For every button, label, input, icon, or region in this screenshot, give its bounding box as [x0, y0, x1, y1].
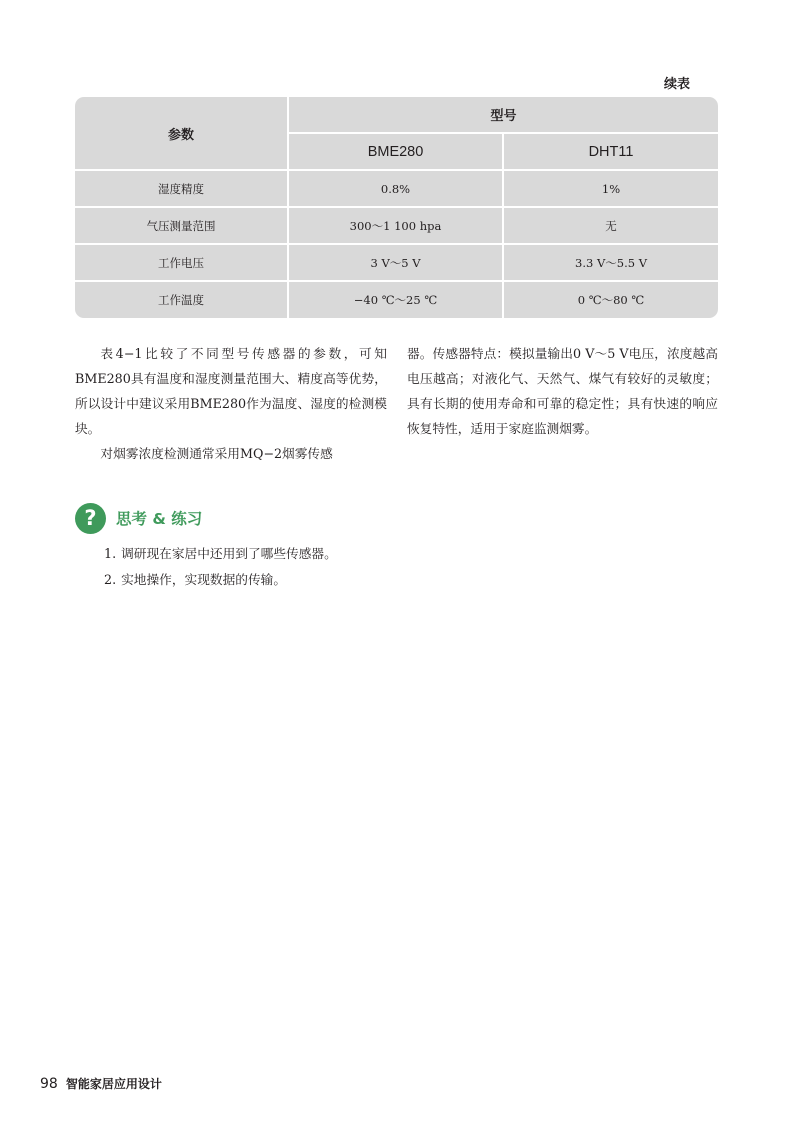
page-number: 98: [40, 1076, 58, 1092]
list-item: [104, 567, 337, 593]
body-text-right-column: [407, 341, 718, 441]
body-paragraph: 器。传感器特点：模拟量输出0 V～5 V电压，浓度越高电压越高；对液化气、天然气、煤气有较好的灵敏度；具有长期的使用寿命和可靠的稳定性；具有快速的响应恢复特性，适用于家庭监测烟雾。: [407, 346, 718, 436]
table-cell: 3 V～5 V: [288, 244, 503, 281]
row-param-label: 工作温度: [75, 281, 288, 318]
think-exercise-header: [75, 502, 202, 534]
page-footer: [40, 1075, 162, 1092]
table-cell: 0.8%: [288, 170, 503, 207]
table-cell: 0 ℃～80 ℃: [503, 281, 718, 318]
body-paragraph: 表4−1比较了不同型号传感器的参数，可知BME280具有温度和湿度测量范围大、精度高等优势，所以设计中建议采用BME280作为温度、湿度的检测模块。: [75, 346, 387, 436]
book-title: 智能家居应用设计: [65, 1077, 162, 1091]
exercise-number: 2.: [104, 572, 117, 587]
exercise-number: 1.: [104, 546, 117, 561]
table-cell: −40 ℃～25 ℃: [288, 281, 503, 318]
continued-table-label: 续表: [664, 77, 691, 92]
table-cell: 1%: [503, 170, 718, 207]
table-cell: 3.3 V～5.5 V: [503, 244, 718, 281]
body-text-left-column: [75, 341, 387, 466]
question-mark-icon: ?: [75, 503, 106, 534]
row-param-label: 湿度精度: [75, 170, 288, 207]
table-row: [75, 244, 718, 281]
table-cell: 无: [503, 207, 718, 244]
list-item: [104, 541, 337, 567]
exercise-list: [104, 541, 337, 593]
body-paragraph: 对烟雾浓度检测通常采用MQ−2烟雾传感: [100, 446, 333, 461]
row-param-label: 工作电压: [75, 244, 288, 281]
parameter-table: [75, 97, 718, 318]
table-row: [75, 207, 718, 244]
model-column-header: 型号: [288, 97, 718, 133]
row-param-label: 气压测量范围: [75, 207, 288, 244]
table-row: [75, 281, 718, 318]
table-cell: 300～1 100 hpa: [288, 207, 503, 244]
table-row: [75, 170, 718, 207]
model-header-bme280: BME280: [288, 133, 503, 170]
exercise-text: 调研现在家居中还用到了哪些传感器。: [121, 546, 337, 561]
param-column-header: 参数: [75, 97, 288, 170]
model-header-dht11: DHT11: [503, 133, 718, 170]
think-exercise-title: 思考 & 练习: [116, 510, 203, 528]
exercise-text: 实地操作，实现数据的传输。: [121, 572, 287, 587]
